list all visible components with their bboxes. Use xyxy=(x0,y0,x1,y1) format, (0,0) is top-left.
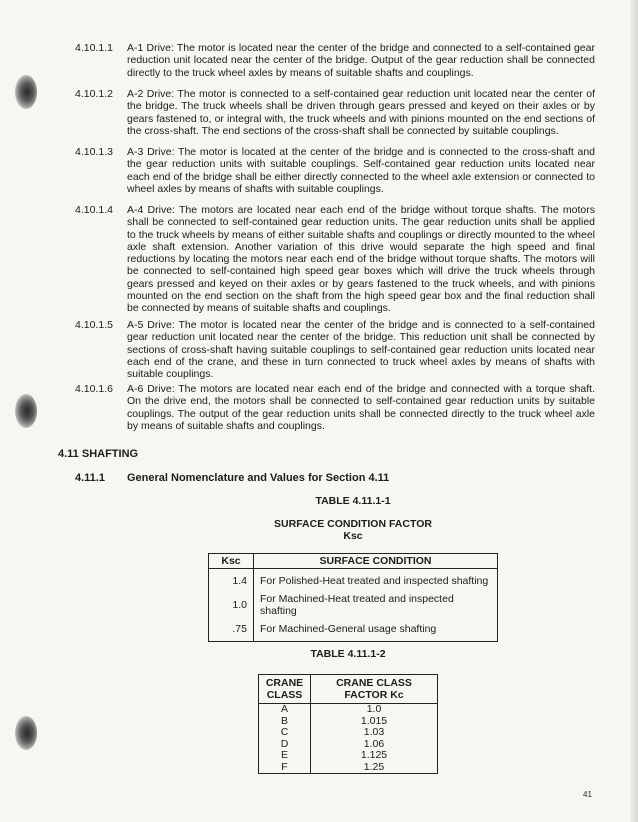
heading-title: General Nomenclature and Values for Section 4.11 xyxy=(127,472,390,484)
table-header-row xyxy=(259,675,438,704)
table2-label: TABLE 4.11.1-2 xyxy=(310,648,386,660)
table-cell: 1.0 xyxy=(366,703,382,715)
table-cell: B xyxy=(259,716,311,728)
table-cell: For Machined-General usage shafting xyxy=(260,623,437,635)
table1-subtitle: Ksc xyxy=(343,530,363,542)
table1-label: TABLE 4.11.1-1 xyxy=(315,495,391,507)
section-text: A-6 Drive: The motors are located near each end of the bridge and connected with a torque shaft. On the drive end, the motors shall be connected to self-contained gear reduction units by suitable couplings. The output of the gear reduction units shall be connected directly to the truck wheel axle by means of suitable shafts and couplings. xyxy=(127,383,595,432)
heading-general-nomenclature xyxy=(75,472,390,484)
heading-shafting: 4.11 SHAFTING xyxy=(58,448,139,460)
section-number: 4.10.1.4 xyxy=(75,204,113,216)
binder-hole xyxy=(15,394,37,428)
section-4-10-1-2 xyxy=(75,88,595,137)
table-cell: For Polished-Heat treated and inspected shafting xyxy=(260,575,489,587)
heading-number: 4.11.1 xyxy=(75,472,105,484)
table-header-row xyxy=(209,554,498,569)
table-row xyxy=(259,704,438,716)
table-cell: C xyxy=(259,727,311,739)
section-4-10-1-1 xyxy=(75,42,595,79)
section-text: A-4 Drive: The motors are located near each end of the bridge without torque shafts. The motors shall be connected to self-contained gear reduction units. The gear reduction units shall be applied to the truck wheels by means of either suitable shafts and couplings or directly mounted to the wheel axle shaft extension. Another variation of this drive would separate the high speed and final reductions by locating the motors near each end of the bridge without torque shafts. The motors will be connected to self-contained high speed gear boxes which will drive the truck wheels through gears pressed and keyed on their axles or by gears fastened to the truck wheels, and with pinions mounted on the end section on the shaft from the high speed gear box and the final reduction shall be connected by means of suitable shafts and couplings. xyxy=(127,204,595,315)
table-row xyxy=(209,569,498,594)
table-cell: D xyxy=(259,739,311,751)
section-text: A-5 Drive: The motor is located near the center of the bridge and is connected to a self-contained gear reduction unit located near the center of the bridge. This reduction unit shall be connected by sections of cross-shaft having suitable couplings to self-contained gear reduction units located near each end of the crane, and these in turn connected to truck wheel axles by means of shafts with suitable couplings. xyxy=(127,319,595,381)
column-header: Ksc xyxy=(209,554,254,569)
table-cell: 1.125 xyxy=(360,749,388,761)
table-cell: 1.0 xyxy=(209,593,254,617)
table-cell: F xyxy=(259,762,311,774)
section-4-10-1-4 xyxy=(75,204,595,315)
binder-hole xyxy=(15,716,37,750)
page-edge xyxy=(630,0,638,822)
column-header: CRANE CLASS FACTOR Kc xyxy=(311,675,438,704)
section-text: A-2 Drive: The motor is connected to a self-contained gear reduction unit located near the center of the bridge. The truck wheels shall be driven through gears pressed and keyed on their axles or by gears fastened to, or integral with, the truck wheels and with pinions mounted on the end sections of the cross-shaft. The end sections of the cross-shaft shall be connected by suitable couplings. xyxy=(127,88,595,137)
table-cell: 1.015 xyxy=(360,714,388,727)
surface-condition-table xyxy=(208,553,498,642)
table-row xyxy=(259,750,438,762)
table1-title: SURFACE CONDITION FACTOR xyxy=(274,518,432,530)
table-cell: 1.4 xyxy=(209,569,254,594)
table-cell: E xyxy=(259,750,311,762)
section-number: 4.10.1.6 xyxy=(75,383,113,395)
section-4-10-1-5 xyxy=(75,319,595,380)
table-cell: 1.25 xyxy=(363,760,385,773)
page-number: 41 xyxy=(583,790,592,799)
table-row xyxy=(259,762,438,774)
section-4-10-1-3 xyxy=(75,146,595,195)
column-header: SURFACE CONDITION xyxy=(254,554,498,569)
table-cell: 1.06 xyxy=(363,737,385,750)
section-text: A-3 Drive: The motor is located at the center of the bridge and is connected to the cross-shaft and the gear reduction units with suitable couplings. Self-contained gear reduction units located near each end of the bridge shall be either directly connected to the wheel axle extension or connected to wheel axles by means of shafts with suitable couplings. xyxy=(127,146,595,195)
table-cell: .75 xyxy=(209,617,254,642)
section-number: 4.10.1.2 xyxy=(75,88,113,100)
table-row xyxy=(209,593,498,617)
crane-class-factor-table xyxy=(258,674,438,774)
section-text: A-1 Drive: The motor is located near the center of the bridge and connected to a self-contained gear reduction unit located near the center of the bridge. Output of the gear reduction shall be connected directly to the truck wheel axles by means of suitable shafts and couplings. xyxy=(127,42,595,79)
section-number: 4.10.1.3 xyxy=(75,146,113,158)
binder-hole xyxy=(15,75,37,109)
section-4-10-1-6 xyxy=(75,383,595,432)
section-number: 4.10.1.1 xyxy=(75,42,113,54)
section-number: 4.10.1.5 xyxy=(75,319,113,331)
table-row xyxy=(209,617,498,642)
table-cell: A xyxy=(259,704,311,716)
column-header: CRANE CLASS xyxy=(259,675,311,704)
table-cell: 1.03 xyxy=(363,726,385,738)
table-row xyxy=(259,727,438,739)
table-cell: For Machined-Heat treated and inspected shafting xyxy=(260,593,454,617)
